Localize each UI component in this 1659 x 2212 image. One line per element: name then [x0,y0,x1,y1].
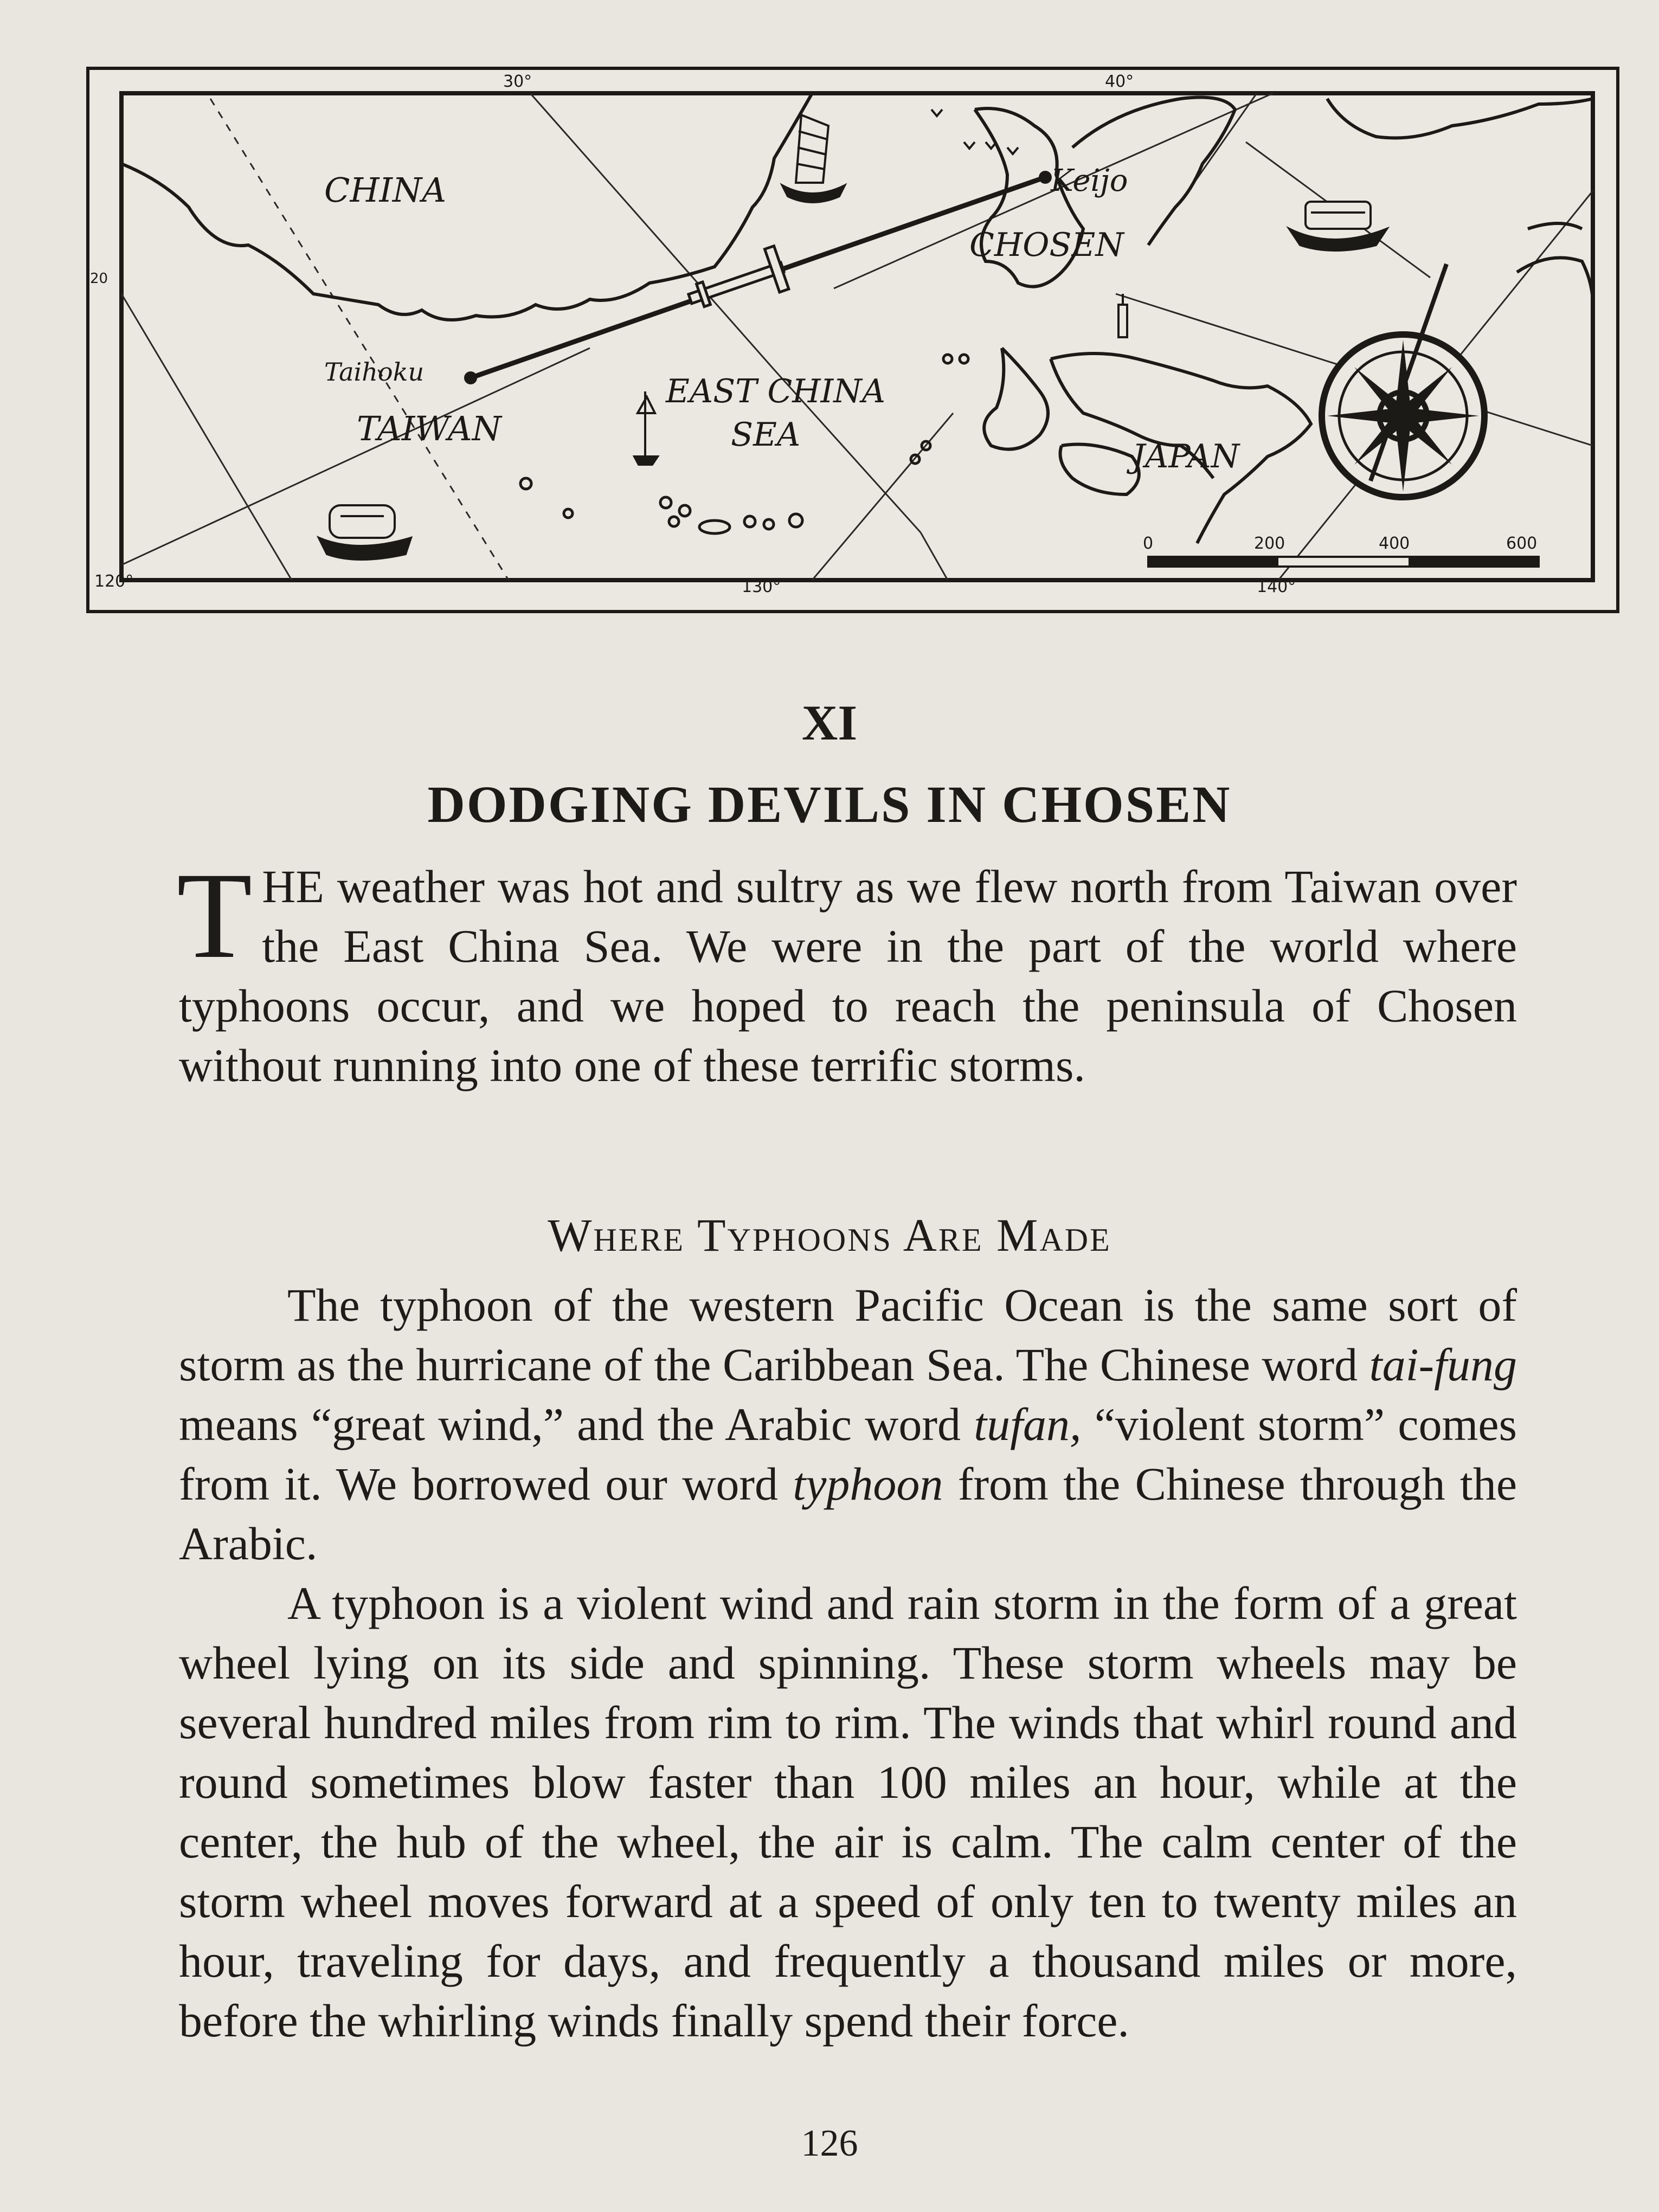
text-segment: from the Chinese through the Arabic. [179,1458,1517,1570]
scale-600-label: 600 [1506,534,1538,553]
opening-lead-word: HE [262,860,324,912]
lon-30-label: 30° [503,72,532,91]
taiwan-label: TAIWAN [357,409,501,448]
keijo-marker [1039,171,1052,184]
paragraph-typhoon-description: A typhoon is a violent wind and rain storm in the form of a great wheel lying on its side and spinning. These storm wheels may be several hundred miles from rim to rim. The winds that whirl round and round sometimes blow faster than 100 miles an hour, while at the center, the hub of the wheel, the air is calm. The calm center of the storm wheel moves forward at a speed of only ten to twenty miles an hour, traveling for days, and frequently a thousand miles or more, before the whirling winds finally spend their force. [179,1577,1517,2047]
chosen-label: CHOSEN [969,226,1124,264]
lon-140-label: 140° [1257,577,1296,596]
opening-paragraph-text: weather was hot and sultry as we flew north from Taiwan over the East China Sea. We were in the part of the world where typhoons occur, and we hoped to reach the peninsula of Chosen without running into one of these terrific storms. [179,860,1517,1091]
china-label: CHINA [324,170,447,210]
lon-120-label: 120° [94,572,134,591]
paragraph-typhoon-etymology [179,1275,1517,1573]
sea-label: SEA [731,416,801,454]
italic-term: tufan, [974,1398,1082,1450]
section-heading: Where Typhoons Are Made [548,1209,1111,1261]
text-segment: The typhoon of the western Pacific Ocean is the same sort of storm as the hurricane of the Caribbean Sea. The Chinese word [179,1279,1517,1391]
taihoku-marker [464,371,477,384]
east-china-label: EAST CHINA [666,372,886,410]
page-number: 126 [801,2123,858,2164]
italic-term: tai-fung [1369,1339,1517,1391]
opening-paragraph [177,847,1517,1095]
scale-bar [1148,557,1539,567]
map-svg [86,66,1620,614]
japan-label: JAPAN [1132,438,1240,475]
chapter-title: DODGING DEVILS IN CHOSEN [427,775,1232,833]
drop-cap: T [177,847,253,984]
keijo-label: Keijo [1051,163,1128,198]
scale-200-label: 200 [1254,534,1285,553]
taihoku-label: Taihoku [324,357,425,387]
italic-term: typhoon [793,1458,943,1510]
lon-130-label: 130° [742,577,781,596]
text-segment: means “great wind,” and the Arabic word [179,1398,974,1450]
map-illustration [86,66,1620,614]
scale-0-label: 0 [1143,534,1154,553]
scale-400-label: 400 [1379,534,1410,553]
text-segment: “violent storm” comes from it. We borrowed our word [179,1398,1517,1510]
chapter-number: XI [801,695,858,750]
lat-20-label: 20 [90,271,108,287]
lon-40-label: 40° [1105,72,1134,91]
